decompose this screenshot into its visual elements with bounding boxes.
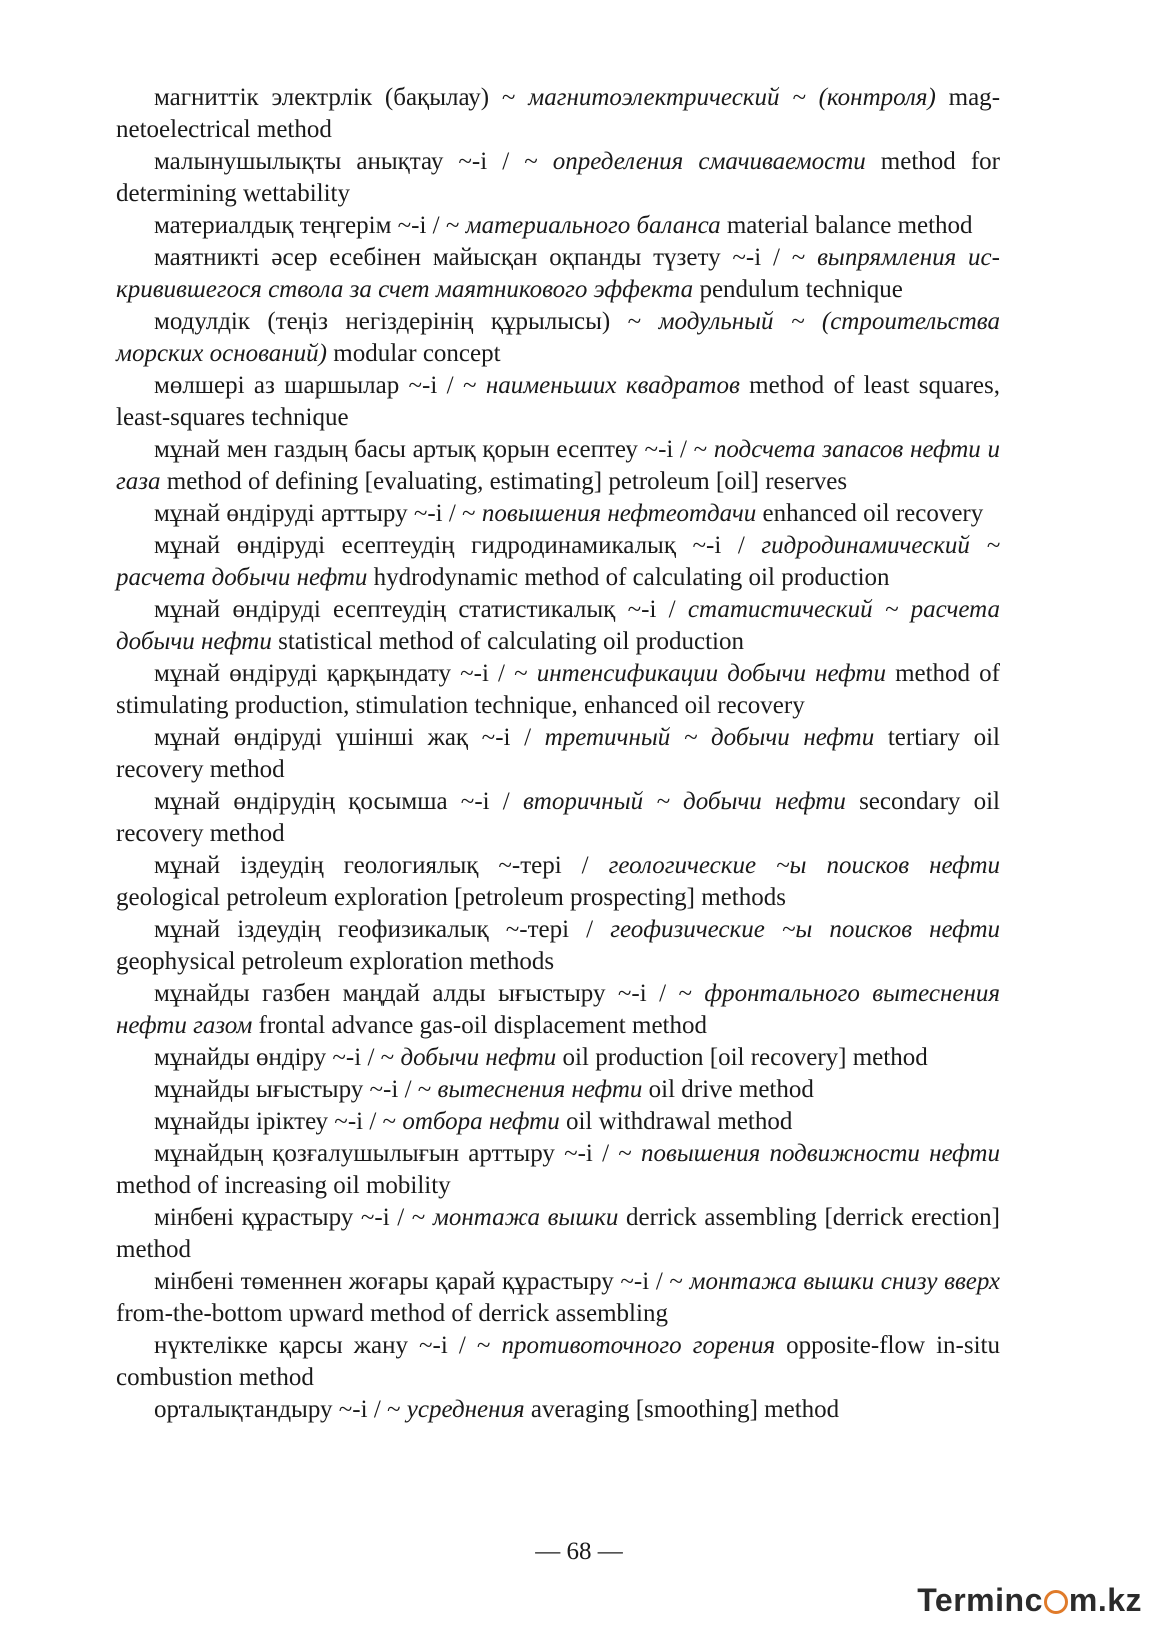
entry-english: method for determining wettability <box>116 148 1000 207</box>
entry-kazakh: магниттік электрлік (бақылау) ~ <box>154 84 529 111</box>
entry-russian: выпрямления искривившегося ствола за счет маятникового эффекта <box>116 244 1000 303</box>
dictionary-entry <box>116 978 1000 1042</box>
entry-english: oil drive method <box>642 1076 814 1103</box>
entry-english: statistical method of calculating oil production <box>271 628 744 655</box>
dictionary-entry <box>116 658 1000 722</box>
entry-kazakh: мұнайды іріктеу ~-і / ~ <box>154 1108 403 1135</box>
entry-kazakh: мұнай өндіруді қарқындату ~-і / ~ <box>154 660 537 687</box>
entry-russian: модульный ~ (строительства морских оснований) <box>116 308 1000 367</box>
entry-russian: повышения нефтеотдачи <box>481 500 757 527</box>
dictionary-entry <box>116 434 1000 498</box>
entry-russian: противоточного горения <box>501 1332 776 1359</box>
entry-russian: вытеснения нефти <box>437 1076 643 1103</box>
entry-english: secondary oil recovery method <box>116 788 1000 847</box>
entry-russian: третичный ~ добычи нефти <box>544 724 875 751</box>
entry-english: oil withdrawal method <box>559 1108 793 1135</box>
entry-kazakh: мұнайды ығыстыру ~-і / ~ <box>154 1076 438 1103</box>
entry-english: averaging [smoothing] method <box>524 1396 840 1423</box>
entry-english: from-the-bottom upward method of derrick assembling <box>116 1300 668 1327</box>
termincom-logo <box>917 1582 1142 1619</box>
entry-kazakh: орталықтандыру ~-і / ~ <box>154 1396 407 1423</box>
dictionary-entry <box>116 1202 1000 1266</box>
entry-english: method of least squares, least-squares technique <box>116 372 1000 431</box>
entry-russian: интенсификации добычи нефти <box>536 660 886 687</box>
entry-kazakh: маятникті әсер есебінен майысқан оқпанды түзету ~-і / ~ <box>154 244 818 271</box>
dictionary-page <box>116 82 1000 1426</box>
entry-english: oil production [oil recovery] method <box>556 1044 928 1071</box>
dictionary-entry <box>116 1074 1000 1106</box>
entry-english: method of increasing oil mobility <box>116 1172 451 1199</box>
entry-english: geological petroleum exploration [petroleum prospecting] methods <box>116 884 786 911</box>
entry-kazakh: мұнай өндіруді үшінші жақ ~-і / <box>154 724 545 751</box>
page-number: — 68 — <box>535 1538 623 1565</box>
entry-russian: геофизические ~ы поисков нефти <box>610 916 1000 943</box>
entry-kazakh: мұнай мен газдың басы артық қорын есептеу ~-і / ~ <box>154 436 714 463</box>
entry-english: method of defining [evaluating, estimating] petroleum [oil] reserves <box>160 468 848 495</box>
entry-russian: наименьших квадратов <box>485 372 740 399</box>
entry-russian: материального баланса <box>465 212 721 239</box>
dictionary-entry <box>116 1394 1000 1426</box>
dictionary-entry <box>116 146 1000 210</box>
entry-russian: геологические ~ы поисков нефти <box>608 852 1000 879</box>
entry-kazakh: мөлшері аз шаршылар ~-і / ~ <box>154 372 486 399</box>
entry-english: modular concept <box>327 340 501 367</box>
dictionary-entry <box>116 594 1000 658</box>
entry-russian: магнитоэлектрический ~ (контроля) <box>528 84 936 111</box>
entry-kazakh: материалдық теңгерім ~-і / ~ <box>154 212 466 239</box>
entry-kazakh: мінбені құрастыру ~-і / ~ <box>154 1204 433 1231</box>
entry-kazakh: нүктелікке қарсы жану ~-і / ~ <box>154 1332 502 1359</box>
dictionary-entry <box>116 530 1000 594</box>
entry-russian: подсчета запасов нефти и газа <box>116 436 1000 495</box>
entry-russian: повышения подвижности нефти <box>640 1140 1000 1167</box>
entry-english: derrick assembling [derrick erection] method <box>116 1204 1000 1263</box>
logo-post: m.kz <box>1068 1582 1142 1618</box>
dictionary-entry <box>116 370 1000 434</box>
entry-russian: гидродинамический ~ расчета добычи нефти <box>116 532 1001 591</box>
entry-russian: добычи нефти <box>400 1044 557 1071</box>
dictionary-entry <box>116 850 1000 914</box>
entry-russian: определения смачиваемости <box>552 148 866 175</box>
entry-russian: отбора нефти <box>402 1108 560 1135</box>
entry-russian: фронтального вытеснения нефти газом <box>116 980 1000 1039</box>
entry-english: opposite-flow in-situ combustion method <box>116 1332 1000 1391</box>
dictionary-entry <box>116 82 1000 146</box>
entry-kazakh: малынушылықты анықтау ~-і / ~ <box>154 148 553 175</box>
entry-english: hydrodynamic method of calculating oil production <box>367 564 890 591</box>
entry-english: magnetoelectrical method <box>116 84 1001 143</box>
entry-kazakh: мінбені төменнен жоғары қарай құрастыру ~-і / ~ <box>154 1268 690 1295</box>
dictionary-entry <box>116 722 1000 786</box>
entry-kazakh: мұнайдың қозғалушылығын арттыру ~-і / ~ <box>154 1140 641 1167</box>
entry-kazakh: мұнайды газбен маңдай алды ығыстыру ~-і / ~ <box>154 980 705 1007</box>
entry-russian: вторичный ~ добычи нефти <box>522 788 846 815</box>
dictionary-entry <box>116 786 1000 850</box>
entry-russian: усреднения <box>406 1396 525 1423</box>
entry-kazakh: мұнай өндірудің қосымша ~-і / <box>154 788 523 815</box>
entry-english: geophysical petroleum exploration methods <box>116 948 555 975</box>
dictionary-entry <box>116 306 1000 370</box>
dictionary-entry <box>116 914 1000 978</box>
dictionary-entry <box>116 1266 1000 1330</box>
entry-english: frontal advance gas-oil displacement method <box>252 1012 707 1039</box>
dictionary-entry <box>116 1042 1000 1074</box>
entry-english: enhanced oil recovery <box>756 500 984 527</box>
entry-english: pendulum technique <box>693 276 903 303</box>
dictionary-entry <box>116 1330 1000 1394</box>
dictionary-entry <box>116 1106 1000 1138</box>
entry-kazakh: модулдік (теңіз негіздерінің құрылысы) ~ <box>154 308 659 335</box>
dictionary-entry <box>116 210 1000 242</box>
dictionary-entry <box>116 242 1000 306</box>
entry-russian: монтажа вышки снизу вверх <box>689 1268 1000 1295</box>
entry-russian: монтажа вышки <box>432 1204 619 1231</box>
entry-english: method of stimulating production, stimulation technique, enhanced oil recovery <box>116 660 1000 719</box>
entry-english: tertiary oil recovery method <box>116 724 1000 783</box>
entry-kazakh: мұнай өндіруді есептеудің гидродинамикалық ~-і / <box>154 532 762 559</box>
entry-kazakh: мұнай іздеудің геофизикалық ~-тері / <box>154 916 611 943</box>
entry-russian: статистический ~ расчета добычи нефти <box>116 596 1000 655</box>
dictionary-entry <box>116 498 1000 530</box>
entry-kazakh: мұнай өндіруді арттыру ~-і / ~ <box>154 500 482 527</box>
entry-kazakh: мұнайды өндіру ~-і / ~ <box>154 1044 401 1071</box>
logo-t: T <box>917 1582 935 1618</box>
logo-o-icon <box>1044 1590 1068 1614</box>
entry-kazakh: мұнай өндіруді есептеудің статистикалық ~-і / <box>154 596 688 623</box>
dictionary-entry <box>116 1138 1000 1202</box>
entry-kazakh: мұнай іздеудің геологиялық ~-тері / <box>154 852 609 879</box>
entry-english: material balance method <box>720 212 973 239</box>
logo-pre: erminc <box>934 1582 1043 1618</box>
